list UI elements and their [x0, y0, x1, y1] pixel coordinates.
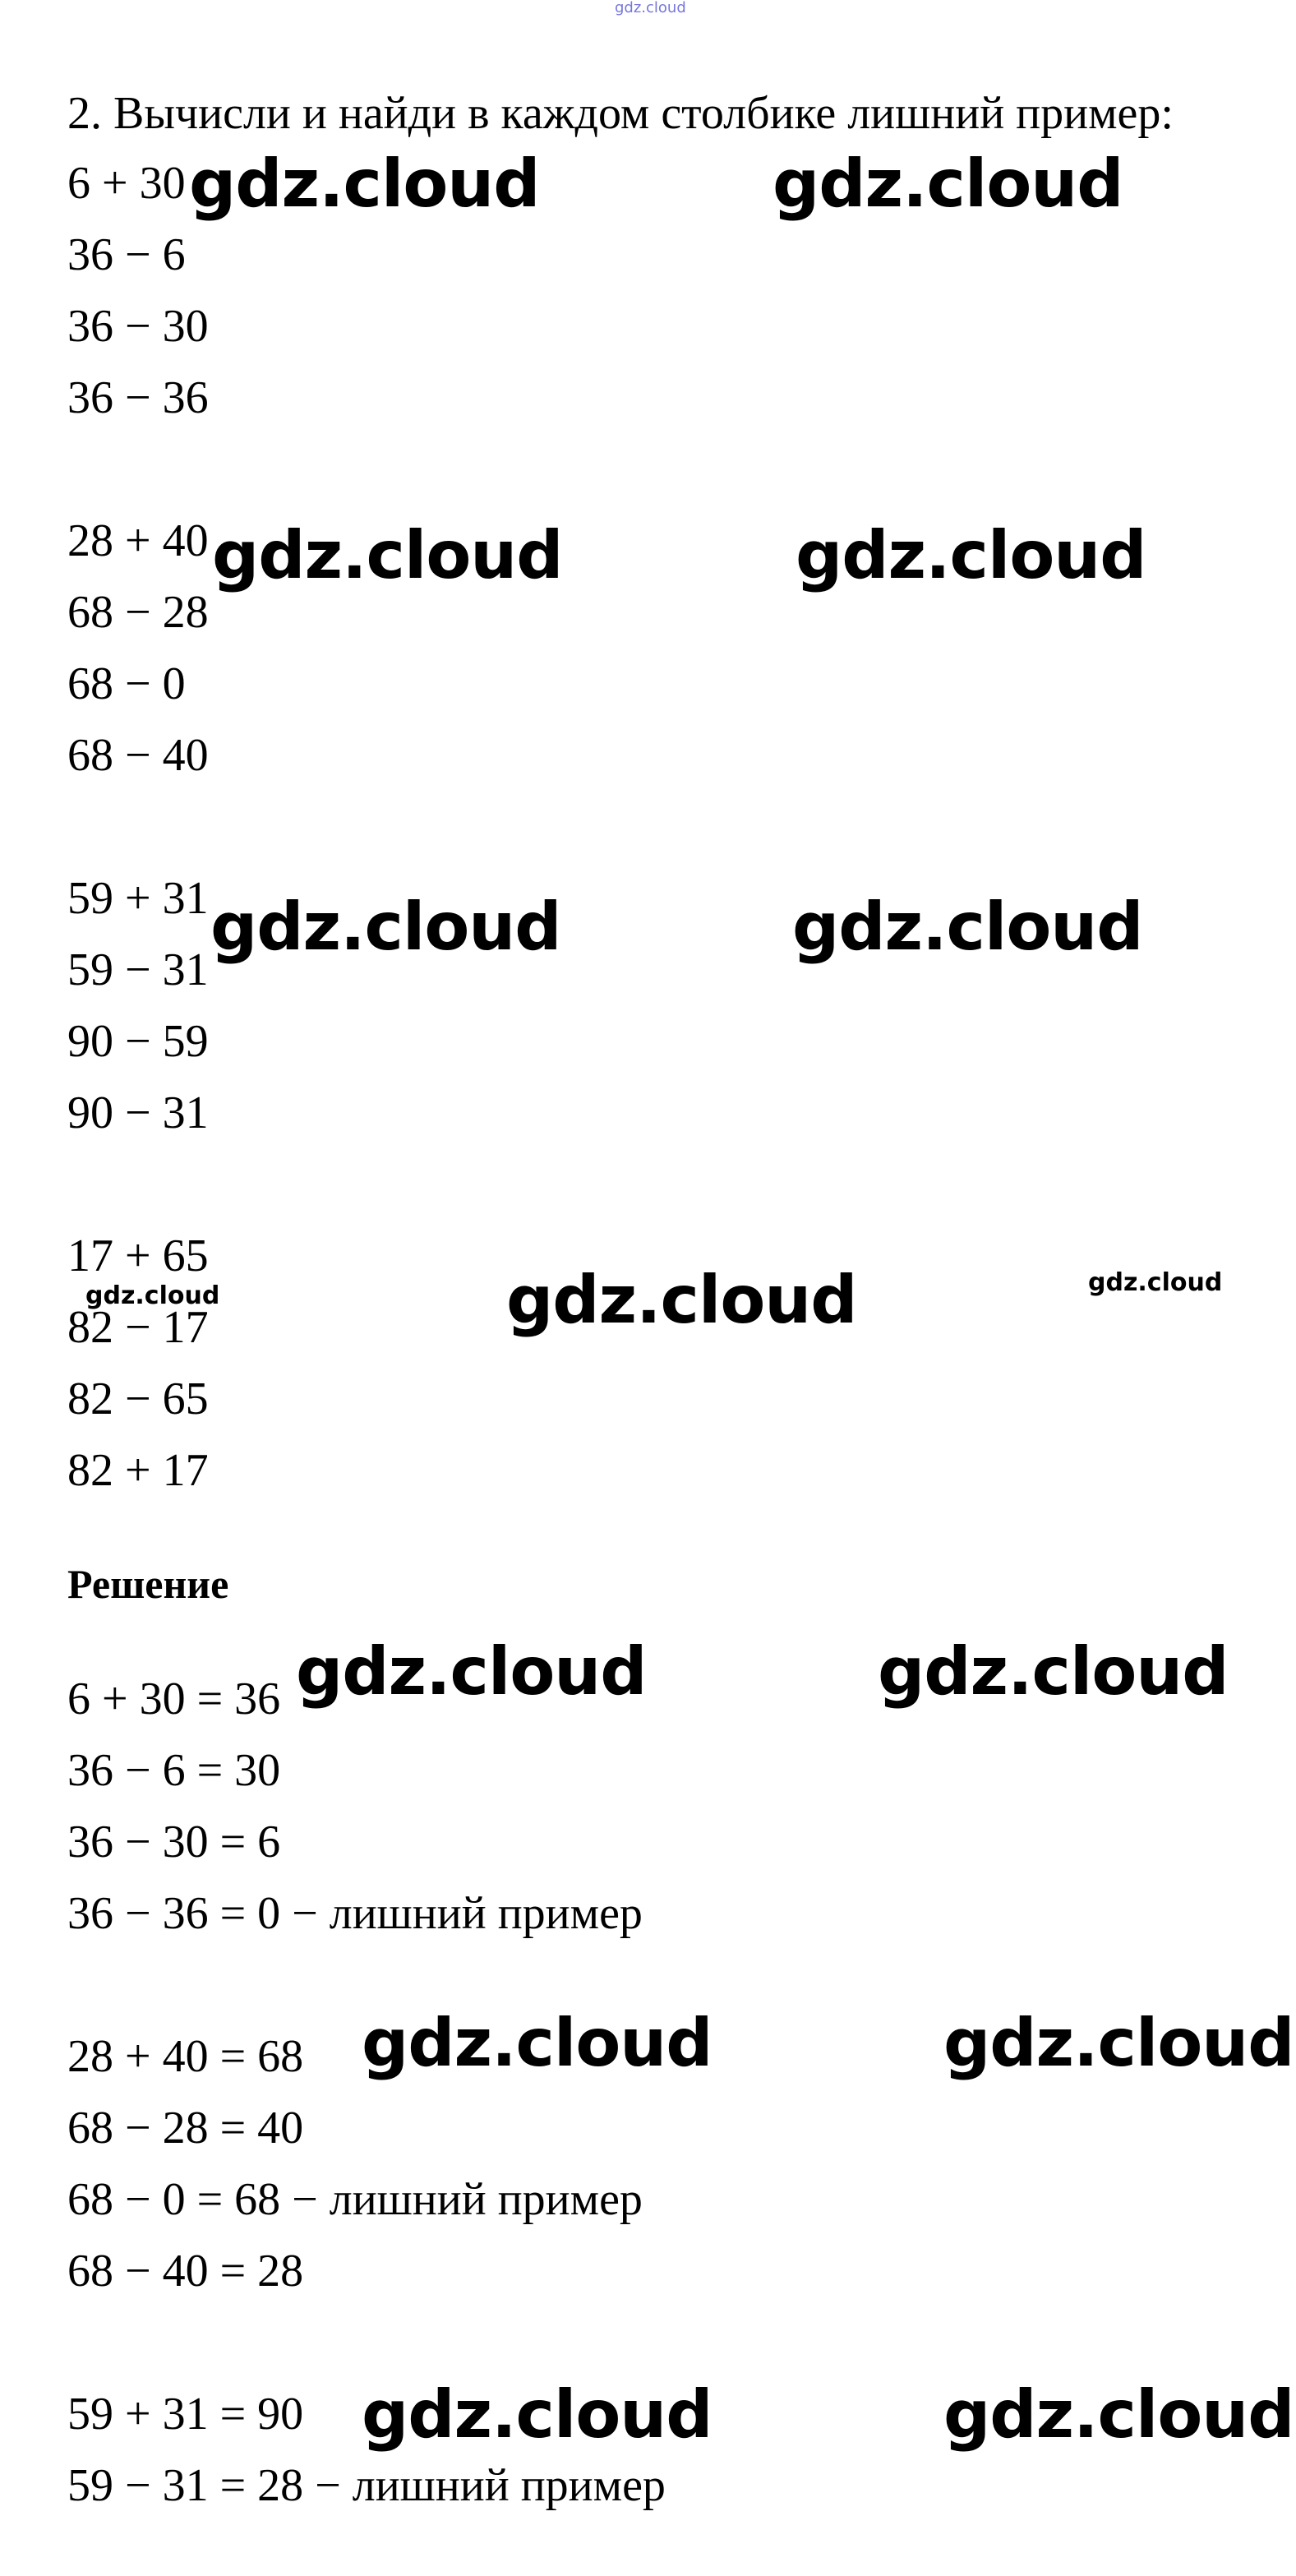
task-example: 68 − 40 — [67, 730, 209, 781]
task-example: 68 − 28 — [67, 587, 209, 638]
watermark: gdz.cloud — [362, 2376, 713, 2453]
watermark: gdz.cloud — [212, 517, 563, 593]
solution-line: 36 − 6 = 30 — [67, 1745, 281, 1796]
task-example: 82 − 65 — [67, 1373, 209, 1424]
task-example: 82 − 17 — [67, 1302, 209, 1353]
solution-line: 36 − 30 = 6 — [67, 1817, 281, 1867]
task-example: 90 − 59 — [67, 1016, 209, 1067]
solution-heading: Решение — [67, 1561, 229, 1607]
task-example: 82 + 17 — [67, 1445, 209, 1496]
task-example: 36 − 6 — [67, 229, 186, 280]
task-example: 17 + 65 — [67, 1230, 209, 1281]
solution-line: 59 + 31 = 90 — [67, 2389, 304, 2440]
watermark: gdz.cloud — [506, 1262, 857, 1338]
watermark: gdz.cloud — [362, 2005, 713, 2081]
watermark: gdz.cloud — [773, 145, 1123, 222]
task-example: 90 − 31 — [67, 1087, 209, 1138]
task-example: 59 − 31 — [67, 944, 209, 995]
solution-line: 36 − 36 = 0 − лишний пример — [67, 1888, 643, 1939]
task-example: 28 + 40 — [67, 515, 209, 566]
task-example: 68 − 0 — [67, 658, 186, 709]
watermark: gdz.cloud — [943, 2376, 1294, 2453]
solution-line: 6 + 30 = 36 — [67, 1673, 281, 1724]
watermark: gdz.cloud — [210, 889, 561, 965]
task-example: 59 + 31 — [67, 873, 209, 924]
task-example: 6 + 30 — [67, 158, 186, 209]
solution-line: 68 − 28 = 40 — [67, 2103, 304, 2154]
watermark: gdz.cloud — [1088, 1268, 1223, 1297]
solution-line: 59 − 31 = 28 − лишний пример — [67, 2460, 666, 2511]
watermark: gdz.cloud — [878, 1633, 1229, 1710]
solution-line: 68 − 40 = 28 — [67, 2246, 304, 2297]
solution-line: 68 − 0 = 68 − лишний пример — [67, 2174, 643, 2225]
watermark: gdz.cloud — [796, 517, 1146, 593]
solution-line: 28 + 40 = 68 — [67, 2031, 304, 2082]
task-example: 36 − 30 — [67, 301, 209, 352]
watermark: gdz.cloud — [943, 2005, 1294, 2081]
watermark: gdz.cloud — [296, 1633, 647, 1710]
watermark: gdz.cloud — [85, 1281, 220, 1310]
watermark: gdz.cloud — [792, 889, 1143, 965]
watermark: gdz.cloud — [189, 145, 540, 222]
task-example: 36 − 36 — [67, 372, 209, 423]
task-title: 2. Вычисли и найди в каждом столбике лишний пример: — [67, 88, 1174, 139]
watermark-top: gdz.cloud — [615, 0, 686, 16]
